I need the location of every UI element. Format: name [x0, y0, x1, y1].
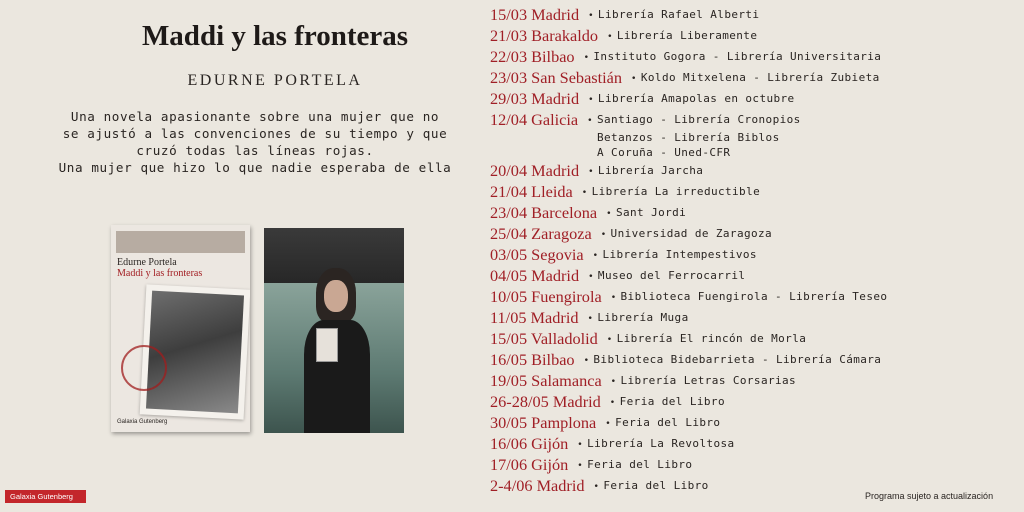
event-date-city: 15/05 Valladolid	[490, 329, 598, 348]
venue-line: Santiago - Librería Cronopios	[597, 113, 801, 126]
venue-line: Librería La irreductible	[591, 185, 761, 198]
event-date-city: 15/03 Madrid	[490, 5, 580, 24]
event-date-city: 21/03 Barakaldo	[490, 26, 599, 45]
schedule-event	[490, 329, 890, 350]
bullet-icon: •	[606, 209, 612, 219]
event-date-city: 19/05 Salamanca	[490, 371, 602, 390]
schedule-event	[490, 266, 890, 287]
event-venue	[575, 350, 882, 371]
bullet-icon: •	[587, 116, 593, 126]
schedule-event	[490, 245, 890, 266]
schedule-event	[490, 161, 890, 182]
venue-line: Universidad de Zaragoza	[610, 227, 773, 240]
event-venue	[601, 392, 725, 413]
event-venue	[602, 371, 796, 392]
venue-line: Instituto Gogora - Librería Universitaria	[593, 50, 882, 63]
event-venue	[602, 287, 888, 308]
schedule-event	[490, 371, 890, 392]
schedule-event	[490, 308, 890, 329]
cover-stamp	[121, 345, 167, 391]
bullet-icon: •	[588, 167, 594, 177]
event-date-city: 03/05 Segovia	[490, 245, 584, 264]
event-date-city: 20/04 Madrid	[490, 161, 580, 180]
event-venue	[573, 182, 760, 203]
bullet-icon: •	[583, 53, 590, 63]
event-date-city: 22/03 Bilbao	[490, 47, 575, 66]
cover-band	[116, 231, 245, 253]
book-author: EDURNE PORTELA	[187, 72, 363, 89]
bullet-icon: •	[588, 272, 594, 282]
bullet-icon: •	[610, 293, 617, 303]
schedule-event	[490, 47, 890, 68]
bullet-icon: •	[605, 419, 612, 429]
cover-title: Maddi y las fronteras	[117, 268, 203, 279]
venue-line: Librería El rincón de Morla	[616, 332, 807, 345]
event-venue	[598, 329, 806, 350]
event-date-city: 23/03 San Sebastián	[490, 68, 623, 87]
venue-line: Sant Jordi	[615, 206, 687, 219]
event-venue	[579, 161, 703, 182]
event-venue	[579, 5, 759, 26]
schedule-event	[490, 287, 890, 308]
book-cover-image	[111, 225, 250, 432]
event-date-city: 26-28/05 Madrid	[490, 392, 601, 411]
schedule-event	[490, 224, 890, 245]
venue-line: Librería Letras Corsarias	[620, 374, 797, 387]
event-venue	[568, 434, 734, 455]
venue-line: Feria del Libro	[619, 395, 725, 408]
venue-line: Librería La Revoltosa	[587, 437, 735, 450]
bullet-icon: •	[631, 74, 637, 84]
blurb-line: cruzó todas las líneas rojas.	[136, 143, 374, 158]
event-venue	[568, 455, 692, 476]
schedule-event	[490, 89, 890, 110]
venue-line: Feria del Libro	[587, 458, 693, 471]
venue-line: Biblioteca Fuengirola - Librería Teseo	[620, 290, 888, 303]
venue-line: Librería Amapolas en octubre	[597, 92, 795, 105]
venue-line: Feria del Libro	[615, 416, 721, 429]
venue-line: Librería Intempestivos	[602, 248, 757, 261]
schedule-event	[490, 68, 890, 89]
blurb-line: Una mujer que hizo lo que nadie esperaba de ella	[58, 160, 452, 175]
event-venue	[598, 26, 757, 47]
event-date-city: 16/05 Bilbao	[490, 350, 575, 369]
event-venue	[584, 245, 757, 266]
event-venue	[575, 47, 882, 68]
publisher-badge: Galaxia Gutenberg	[5, 490, 86, 503]
schedule-event	[490, 5, 890, 26]
schedule-event	[490, 350, 890, 371]
event-date-city: 25/04 Zaragoza	[490, 224, 592, 243]
bullet-icon: •	[581, 188, 588, 198]
cover-author: Edurne Portela	[117, 257, 177, 268]
bullet-icon: •	[607, 32, 613, 42]
venue-line: Feria del Libro	[603, 479, 709, 492]
bullet-icon: •	[577, 461, 584, 471]
event-venue	[578, 110, 800, 161]
book-blurb	[40, 108, 470, 176]
schedule-event	[490, 182, 890, 203]
schedule-event	[490, 455, 890, 476]
schedule-event	[490, 392, 890, 413]
event-venue	[579, 266, 745, 287]
venue-line: Betanzos - Librería Biblos	[597, 131, 780, 144]
event-venue	[597, 203, 686, 224]
bullet-icon: •	[606, 335, 613, 345]
bullet-icon: •	[587, 314, 594, 324]
blurb-line: se ajustó a las convenciones de su tiempo y que	[62, 126, 448, 141]
presentation-schedule	[490, 5, 890, 497]
book-title: Maddi y las fronteras	[141, 20, 409, 52]
bullet-icon: •	[577, 440, 584, 450]
venue-line: Librería Rafael Alberti	[597, 8, 760, 21]
schedule-event	[490, 203, 890, 224]
schedule-event	[490, 434, 890, 455]
bullet-icon: •	[583, 356, 590, 366]
event-date-city: 21/04 Lleida	[490, 182, 573, 201]
bullet-icon: •	[610, 377, 617, 387]
event-date-city: 11/05 Madrid	[490, 308, 579, 327]
bullet-icon: •	[600, 230, 607, 240]
schedule-footnote: Programa sujeto a actualización	[865, 491, 994, 501]
bullet-icon: •	[609, 398, 616, 408]
event-venue	[622, 68, 880, 89]
bullet-icon: •	[592, 251, 599, 261]
venue-line: Museo del Ferrocarril	[597, 269, 746, 282]
blurb-line: Una novela apasionante sobre una mujer que no	[70, 109, 440, 124]
venue-line: Librería Liberamente	[616, 29, 758, 42]
event-date-city: 23/04 Barcelona	[490, 203, 598, 222]
schedule-event	[490, 413, 890, 434]
venue-line: Librería Muga	[597, 311, 689, 324]
bullet-icon: •	[588, 11, 594, 21]
cover-publisher: Galaxia Gutenberg	[117, 419, 168, 425]
bullet-icon: •	[593, 482, 600, 492]
venue-line: Koldo Mitxelena - Librería Zubieta	[640, 71, 880, 84]
event-date-city: 30/05 Pamplona	[490, 413, 597, 432]
event-date-city: 2-4/06 Madrid	[490, 476, 585, 495]
event-date-city: 17/06 Gijón	[490, 455, 569, 474]
event-date-city: 12/04 Galicia	[490, 110, 579, 129]
bullet-icon: •	[588, 95, 594, 105]
schedule-event	[490, 476, 890, 497]
author-photo	[264, 228, 404, 433]
event-date-city: 16/06 Gijón	[490, 434, 569, 453]
event-venue	[578, 308, 688, 329]
event-venue	[585, 476, 709, 497]
event-date-city: 10/05 Fuengirola	[490, 287, 602, 306]
schedule-event	[490, 26, 890, 47]
event-venue	[592, 224, 772, 245]
event-venue	[579, 89, 794, 110]
venue-line: Biblioteca Bidebarrieta - Librería Cámara	[593, 353, 882, 366]
event-date-city: 29/03 Madrid	[490, 89, 580, 108]
event-venue	[596, 413, 720, 434]
event-date-city: 04/05 Madrid	[490, 266, 580, 285]
schedule-event	[490, 110, 890, 161]
venue-line: Librería Jarcha	[597, 164, 704, 177]
venue-line: A Coruña - Uned-CFR	[597, 146, 731, 159]
